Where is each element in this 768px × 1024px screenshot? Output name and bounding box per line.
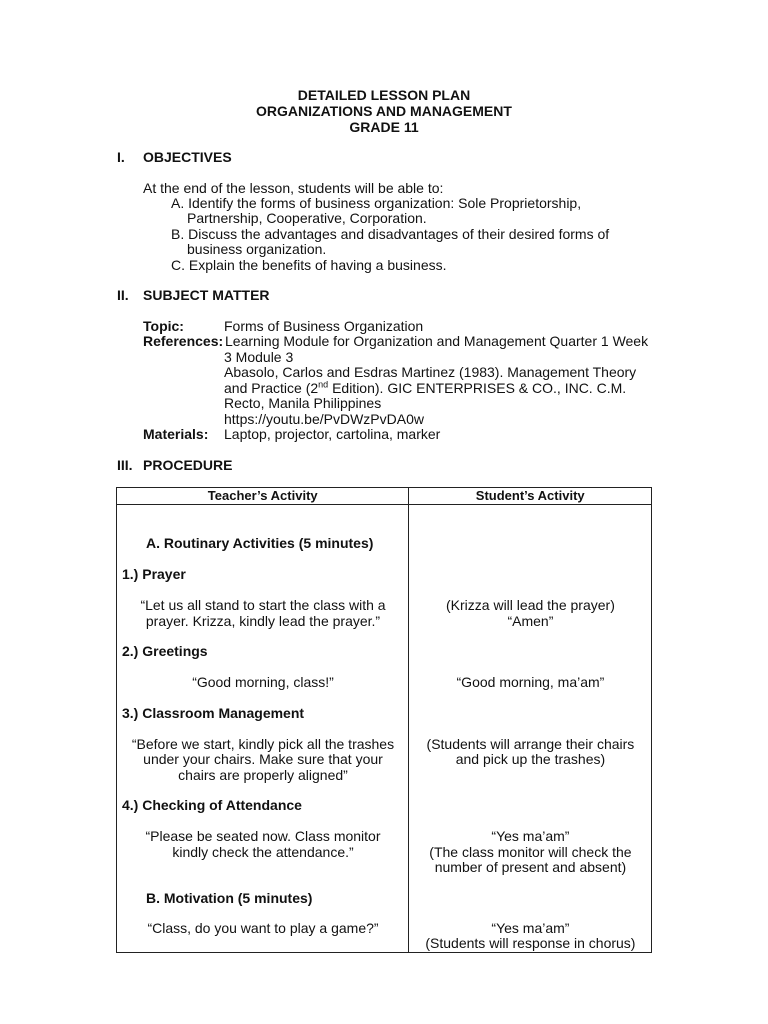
procedure-table	[116, 487, 652, 953]
reference-text: and Practice (2	[224, 380, 319, 396]
section-title-procedure: PROCEDURE	[143, 457, 233, 473]
section-number: II.	[117, 287, 129, 303]
teacher-attendance-line: kindly check the attendance.”	[172, 844, 354, 860]
teacher-management-line: under your chairs. Make sure that your	[143, 751, 383, 767]
student-attendance-line: number of present and absent)	[434, 859, 627, 875]
doc-grade: GRADE 11	[349, 119, 419, 135]
doc-subject: ORGANIZATIONS AND MANAGEMENT	[256, 103, 512, 119]
student-attendance-line: “Yes ma’am”	[491, 828, 570, 844]
student-activity-cell	[409, 505, 652, 953]
reference-line	[224, 380, 626, 396]
topic-label: Topic:	[143, 318, 184, 334]
teacher-prayer-line: “Let us all stand to start the class with a	[140, 597, 386, 613]
objective-a-line1: A. Identify the forms of business organization: Sole Proprietorship,	[171, 195, 582, 211]
student-greeting: “Good morning, ma’am”	[456, 674, 605, 690]
column-header-student: Student’s Activity	[409, 488, 652, 505]
objective-a-line2: Partnership, Cooperative, Corporation.	[187, 210, 427, 226]
reference-line: Learning Module for Organization and Management Quarter 1 Week	[225, 333, 649, 349]
objective-c: C. Explain the benefits of having a business.	[171, 257, 447, 273]
superscript: nd	[318, 379, 329, 390]
reference-link[interactable]: https://youtu.be/PvDWzPvDA0w	[224, 411, 424, 427]
teacher-attendance-line: “Please be seated now. Class monitor	[145, 828, 381, 844]
teacher-greeting: “Good morning, class!”	[192, 674, 334, 690]
student-motivation-line: (Students will response in chorus)	[425, 935, 636, 951]
table-header-row	[117, 488, 652, 505]
student-motivation-line: “Yes ma’am”	[491, 920, 570, 936]
section-number: III.	[117, 457, 133, 473]
teacher-prayer-line: prayer. Krizza, kindly lead the prayer.”	[145, 613, 381, 629]
teacher-management-line: “Before we start, kindly pick all the trashes	[131, 736, 395, 752]
reference-line: Abasolo, Carlos and Esdras Martinez (1983). Management Theory	[224, 364, 637, 380]
student-management-line: (Students will arrange their chairs	[426, 736, 635, 752]
column-header-teacher: Teacher’s Activity	[117, 488, 409, 505]
teacher-motivation: “Class, do you want to play a game?”	[147, 920, 379, 936]
student-management-line: and pick up the trashes)	[455, 751, 606, 767]
reference-line: 3 Module 3	[224, 349, 294, 365]
classroom-management-heading: 3.) Classroom Management	[122, 705, 305, 721]
objective-b-line1: B. Discuss the advantages and disadvantages of their desired forms of	[171, 226, 610, 242]
section-title-objectives: OBJECTIVES	[143, 149, 232, 165]
objectives-intro: At the end of the lesson, students will be able to:	[143, 180, 444, 196]
topic-value: Forms of Business Organization	[224, 318, 424, 334]
student-prayer-line: (Krizza will lead the prayer)	[446, 597, 615, 613]
reference-line: Recto, Manila Philippines	[224, 395, 382, 411]
materials-value: Laptop, projector, cartolina, marker	[224, 426, 441, 442]
prayer-heading: 1.) Prayer	[122, 566, 186, 582]
section-number: I.	[117, 149, 125, 165]
teacher-management-line: chairs are properly aligned”	[178, 767, 348, 783]
greetings-heading: 2.) Greetings	[122, 643, 208, 659]
student-prayer-line: “Amen”	[507, 613, 554, 629]
doc-title: DETAILED LESSON PLAN	[297, 87, 471, 103]
materials-label: Materials:	[143, 426, 209, 442]
section-title-subject-matter: SUBJECT MATTER	[143, 287, 270, 303]
table-row	[117, 505, 652, 953]
attendance-heading: 4.) Checking of Attendance	[122, 797, 302, 813]
objective-b-line2: business organization.	[187, 241, 327, 257]
references-label: References:	[143, 333, 224, 349]
student-attendance-line: (The class monitor will check the	[429, 844, 632, 860]
routinary-heading: A. Routinary Activities (5 minutes)	[146, 535, 374, 551]
reference-text: Edition). GIC ENTERPRISES & CO., INC. C.M.	[328, 380, 627, 396]
teacher-activity-cell	[117, 505, 409, 953]
motivation-heading: B. Motivation (5 minutes)	[146, 890, 313, 906]
